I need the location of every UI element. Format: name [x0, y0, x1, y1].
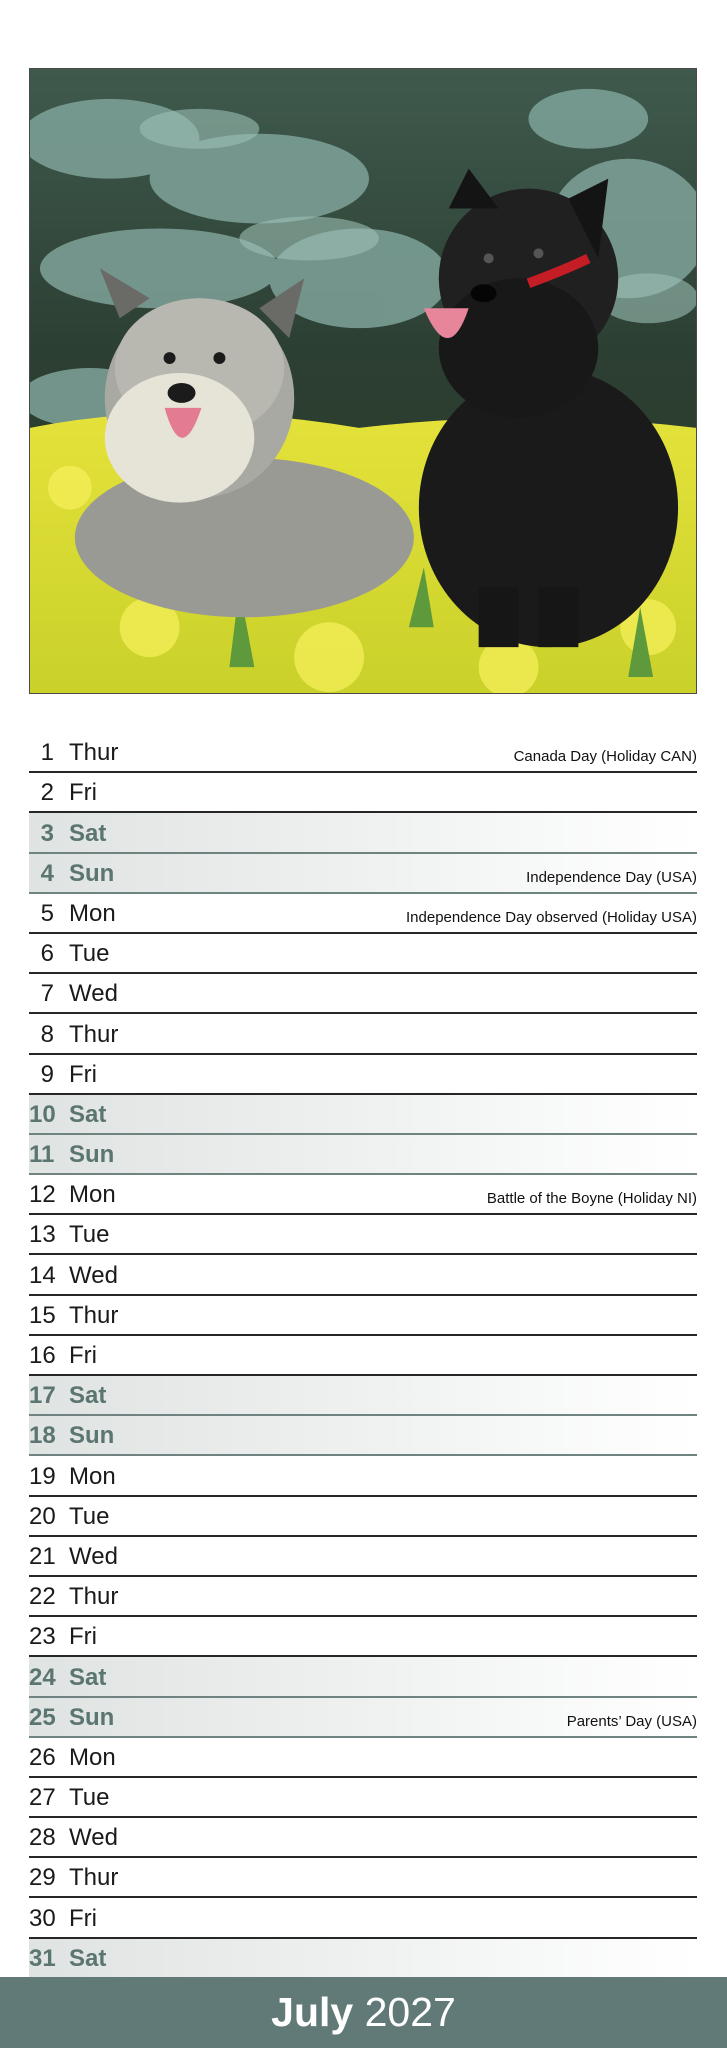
day-number: 4 — [40, 859, 54, 887]
day-name: Fri — [69, 1623, 97, 1651]
day-number: 24 — [29, 1663, 56, 1691]
day-row — [29, 1898, 697, 1938]
day-number: 11 — [29, 1141, 55, 1169]
day-number: 19 — [29, 1462, 56, 1490]
day-name: Sat — [69, 1382, 107, 1410]
day-name: Thur — [69, 1864, 119, 1892]
day-name: Sun — [69, 859, 115, 887]
day-number: 26 — [29, 1743, 56, 1771]
day-row — [29, 1416, 697, 1456]
day-number: 14 — [29, 1261, 56, 1289]
day-number: 7 — [40, 980, 54, 1008]
day-number: 23 — [29, 1623, 56, 1651]
day-name: Tue — [69, 940, 110, 968]
dog-photo-illustration — [30, 69, 696, 693]
day-row — [29, 1858, 697, 1898]
day-row — [29, 1939, 697, 1979]
day-name: Sat — [69, 1663, 107, 1691]
day-name: Tue — [69, 1221, 110, 1249]
day-name: Wed — [69, 1261, 118, 1289]
day-row — [29, 1778, 697, 1818]
day-event: Parents’ Day (USA) — [566, 1712, 697, 1730]
day-number: 27 — [29, 1784, 56, 1812]
day-row — [29, 1135, 697, 1175]
day-name: Sun — [69, 1422, 115, 1450]
day-name: Fri — [69, 1904, 97, 1932]
day-row — [29, 1577, 697, 1617]
day-number: 16 — [29, 1342, 56, 1369]
day-row — [29, 1456, 697, 1496]
day-name: Mon — [69, 1181, 116, 1209]
day-number: 5 — [40, 899, 54, 927]
day-event: Independence Day observed (Holiday USA) — [406, 908, 697, 926]
day-number: 12 — [29, 1181, 56, 1209]
day-name: Thur — [69, 739, 119, 767]
day-row — [29, 854, 697, 894]
day-row — [29, 1818, 697, 1858]
day-name: Wed — [69, 980, 118, 1008]
day-name: Thur — [69, 1583, 119, 1611]
day-name: Sat — [69, 1100, 107, 1128]
day-name: Wed — [69, 1824, 118, 1852]
day-number: 30 — [29, 1904, 56, 1932]
day-name: Sun — [69, 1141, 115, 1169]
day-event: Battle of the Boyne (Holiday NI) — [486, 1190, 697, 1208]
day-number: 28 — [29, 1824, 56, 1852]
day-number: 6 — [40, 940, 54, 968]
day-number: 2 — [40, 779, 54, 807]
day-number: 25 — [29, 1703, 56, 1731]
day-row — [29, 1215, 697, 1255]
day-row — [29, 1617, 697, 1657]
day-event: Canada Day (Holiday CAN) — [513, 748, 697, 766]
day-number: 20 — [29, 1502, 56, 1530]
day-name: Tue — [69, 1784, 110, 1812]
day-name: Wed — [69, 1542, 118, 1570]
day-number: 13 — [29, 1221, 56, 1249]
day-name: Fri — [69, 779, 97, 807]
day-row — [29, 773, 697, 813]
day-row — [29, 1095, 697, 1135]
day-row — [29, 894, 697, 934]
day-row — [29, 934, 697, 974]
day-row — [29, 1537, 697, 1577]
year: 2027 — [364, 1989, 456, 2035]
day-name: Mon — [69, 899, 116, 927]
day-number: 8 — [40, 1020, 54, 1048]
day-row — [29, 1336, 697, 1376]
day-name: Sat — [69, 1944, 107, 1972]
day-number: 17 — [29, 1382, 56, 1410]
day-name: Fri — [69, 1342, 97, 1369]
day-name: Thur — [69, 1301, 119, 1329]
day-number: 10 — [29, 1100, 56, 1128]
day-number: 29 — [29, 1864, 56, 1892]
day-row — [29, 1014, 697, 1054]
day-row — [29, 1698, 697, 1738]
day-row — [29, 974, 697, 1014]
day-name: Tue — [69, 1502, 110, 1530]
day-row — [29, 733, 697, 773]
day-number: 1 — [40, 739, 54, 767]
day-row — [29, 1497, 697, 1537]
day-number: 31 — [29, 1944, 56, 1972]
day-event: Independence Day (USA) — [526, 868, 697, 886]
day-name: Mon — [69, 1462, 116, 1490]
day-number: 22 — [29, 1583, 56, 1611]
month-name: July — [271, 1989, 354, 2035]
day-number: 21 — [29, 1542, 56, 1570]
day-name: Sun — [69, 1703, 115, 1731]
day-number: 15 — [29, 1301, 56, 1329]
day-name: Fri — [69, 1060, 97, 1088]
day-list — [29, 733, 697, 1979]
month-footer — [0, 1977, 727, 2048]
day-name: Sat — [69, 819, 107, 847]
day-row — [29, 1738, 697, 1778]
day-row — [29, 1376, 697, 1416]
day-name: Mon — [69, 1743, 116, 1771]
day-name: Thur — [69, 1020, 119, 1048]
day-number: 9 — [40, 1060, 54, 1088]
day-number: 18 — [29, 1422, 56, 1450]
day-number: 3 — [40, 819, 54, 847]
day-row — [29, 813, 697, 853]
day-row — [29, 1657, 697, 1697]
day-row — [29, 1296, 697, 1336]
day-row — [29, 1255, 697, 1295]
day-row — [29, 1175, 697, 1215]
day-row — [29, 1055, 697, 1095]
dog-photo — [29, 68, 697, 694]
